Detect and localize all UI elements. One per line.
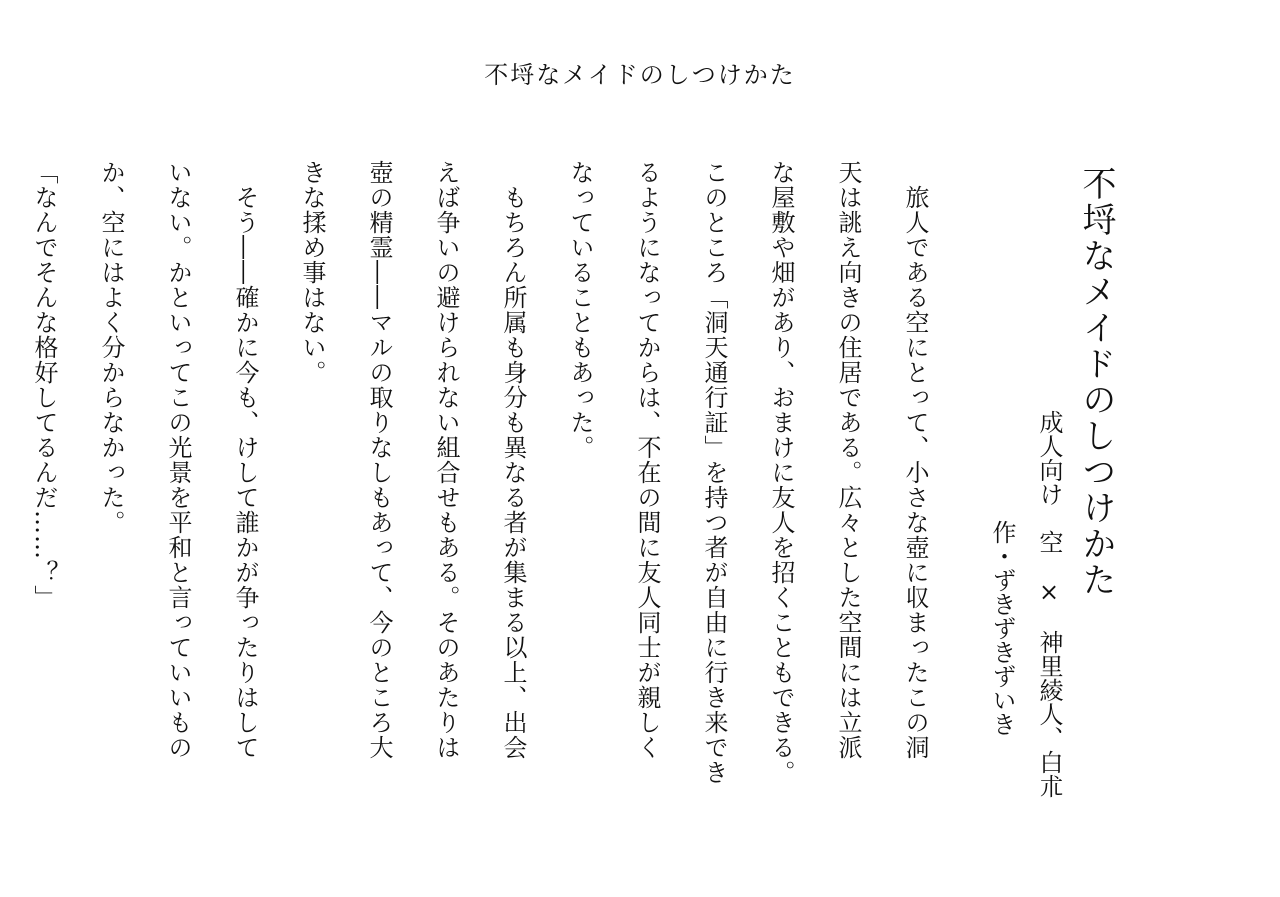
text-line: 壺の精霊――マルの取りなしもあって、今のところ大 — [365, 160, 393, 760]
byline-tags: 成人向け 空 × 神里綾人、白朮 — [1035, 410, 1063, 798]
text-line: な屋敷や畑があり、おまけに友人を招くこともできる。 — [767, 160, 795, 785]
text-line: えば争いの避けられない組合せもある。そのあたりは — [432, 160, 460, 760]
text-line: いない。かといってこの光景を平和と言っていいもの — [164, 160, 192, 760]
text-line: なっていることもあった。 — [566, 160, 594, 460]
running-header: 不埒なメイドのしつけかた — [484, 61, 796, 89]
text-line: 旅人である空にとって、小さな壺に収まったこの洞 — [901, 160, 929, 760]
text-line: か、空にはよく分からなかった。 — [97, 160, 125, 535]
vertical-page — [30, 160, 1120, 860]
story-title: 不埒なメイドのしつけかた — [1076, 166, 1116, 598]
byline-author: 作・ずきずきずいき — [988, 520, 1016, 736]
text-line: 天は誂え向きの住居である。広々とした空間には立派 — [834, 160, 862, 760]
text-line: 「なんでそんな格好してるんだ……？」 — [30, 160, 58, 610]
text-line: そう――確かに今も、けして誰かが争ったりはして — [231, 160, 259, 760]
text-line: るようになってからは、不在の間に友人同士が親しく — [633, 160, 661, 760]
text-line: もちろん所属も身分も異なる者が集まる以上、出会 — [499, 160, 527, 760]
text-line — [0, 160, 20, 860]
text-line: このところ「洞天通行証」を持つ者が自由に行き来でき — [700, 160, 728, 785]
text-line: きな揉め事はない。 — [298, 160, 326, 385]
